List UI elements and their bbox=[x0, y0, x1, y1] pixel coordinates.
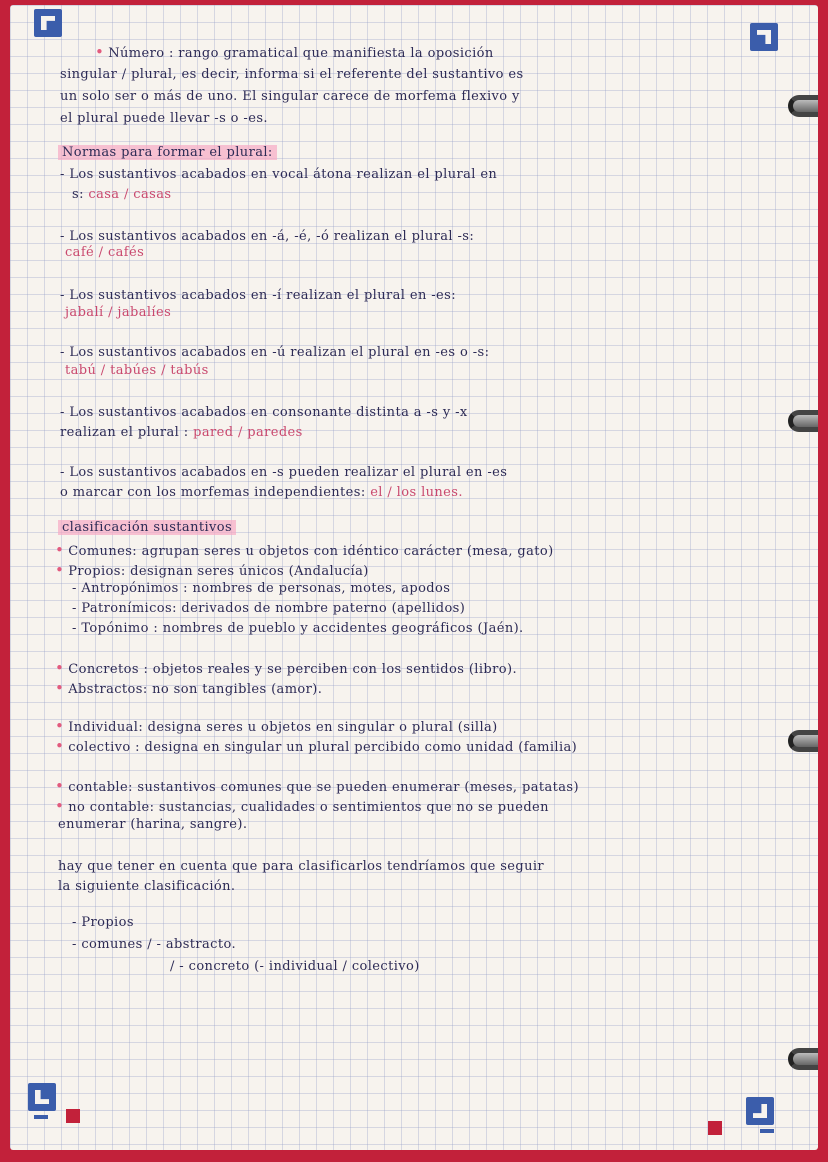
binder-ring-icon bbox=[788, 730, 818, 752]
note-text: la siguiente clasificación. bbox=[58, 879, 236, 894]
section-heading: Normas para formar el plural: bbox=[58, 145, 277, 160]
list-item: - Patronímicos: derivados de nombre paterno (apellidos) bbox=[72, 601, 466, 616]
list-item: - Antropónimos : nombres de personas, motes, apodos bbox=[72, 581, 451, 596]
rule-example: tabú / tabúes / tabús bbox=[65, 363, 209, 378]
rule-text: - Los sustantivos acabados en vocal átona realizan el plural en bbox=[60, 167, 498, 182]
tree-item: - Propios bbox=[72, 915, 134, 930]
binder-ring-icon bbox=[788, 1048, 818, 1070]
rule-text: - Los sustantivos acabados en -í realizan el plural en -es: bbox=[60, 288, 456, 303]
red-square-icon bbox=[708, 1121, 722, 1135]
bullet-icon: • bbox=[55, 717, 65, 735]
rule-example: jabalí / jabalíes bbox=[65, 305, 172, 320]
tree-item: - comunes / - abstracto. bbox=[72, 937, 237, 952]
binder-ring-icon bbox=[788, 410, 818, 432]
list-item: • contable: sustantivos comunes que se pueden enumerar (meses, patatas) bbox=[55, 777, 579, 795]
bullet-icon: • bbox=[55, 797, 65, 815]
corner-mark-icon bbox=[28, 1083, 56, 1111]
corner-mark-icon bbox=[746, 1097, 774, 1125]
tree-item: / - concreto (- individual / colectivo) bbox=[170, 959, 420, 974]
bullet-icon: • bbox=[55, 659, 65, 677]
rule-text: - Los sustantivos acabados en consonante distinta a -s y -x bbox=[60, 405, 468, 420]
corner-mark-icon bbox=[34, 9, 62, 37]
rule-text: - Los sustantivos acabados en -s pueden realizar el plural en -es bbox=[60, 465, 508, 480]
rule-text: - Los sustantivos acabados en -ú realizan el plural en -es o -s: bbox=[60, 345, 490, 360]
list-item: • Concretos : objetos reales y se perciben con los sentidos (libro). bbox=[55, 659, 517, 677]
list-item: • no contable: sustancias, cualidades o sentimientos que no se pueden bbox=[55, 797, 549, 815]
rule-text: realizan el plural : pared / paredes bbox=[60, 425, 303, 440]
text-line: un solo ser o más de uno. El singular carece de morfema flexivo y bbox=[60, 89, 520, 104]
list-item: • Individual: designa seres u objetos en singular o plural (silla) bbox=[55, 717, 498, 735]
text-line: el plural puede llevar -s o -es. bbox=[60, 111, 268, 126]
binder-ring-icon bbox=[788, 95, 818, 117]
list-item: • Abstractos: no son tangibles (amor). bbox=[55, 679, 323, 697]
list-item: • Propios: designan seres únicos (Andalucía) bbox=[55, 561, 369, 579]
text-line: • Número : rango gramatical que manifiesta la oposición bbox=[95, 43, 494, 61]
bullet-icon: • bbox=[55, 777, 65, 795]
text-line: singular / plural, es decir, informa si el referente del sustantivo es bbox=[60, 67, 524, 82]
bullet-icon: • bbox=[55, 737, 65, 755]
section-heading: clasificación sustantivos bbox=[58, 520, 236, 535]
list-item: enumerar (harina, sangre). bbox=[58, 817, 248, 832]
bullet-icon: • bbox=[55, 679, 65, 697]
corner-bar-icon bbox=[34, 1115, 48, 1119]
bullet-icon: • bbox=[55, 541, 65, 559]
list-item: • colectivo : designa en singular un plural percibido como unidad (familia) bbox=[55, 737, 578, 755]
rule-text: - Los sustantivos acabados en -á, -é, -ó realizan el plural -s: bbox=[60, 229, 475, 244]
red-square-icon bbox=[66, 1109, 80, 1123]
corner-bar-icon bbox=[760, 1129, 774, 1133]
corner-mark-icon bbox=[750, 23, 778, 51]
bullet-icon: • bbox=[55, 561, 65, 579]
list-item: - Topónimo : nombres de pueblo y accidentes geográficos (Jaén). bbox=[72, 621, 524, 636]
bullet-icon: • bbox=[95, 43, 105, 61]
rule-example: café / cafés bbox=[65, 245, 145, 260]
rule-text: o marcar con los morfemas independientes: el / los lunes. bbox=[60, 485, 463, 500]
rule-text: s: casa / casas bbox=[72, 187, 172, 202]
list-item: • Comunes: agrupan seres u objetos con idéntico carácter (mesa, gato) bbox=[55, 541, 554, 559]
notebook-page bbox=[10, 5, 818, 1150]
note-text: hay que tener en cuenta que para clasificarlos tendríamos que seguir bbox=[58, 859, 545, 874]
